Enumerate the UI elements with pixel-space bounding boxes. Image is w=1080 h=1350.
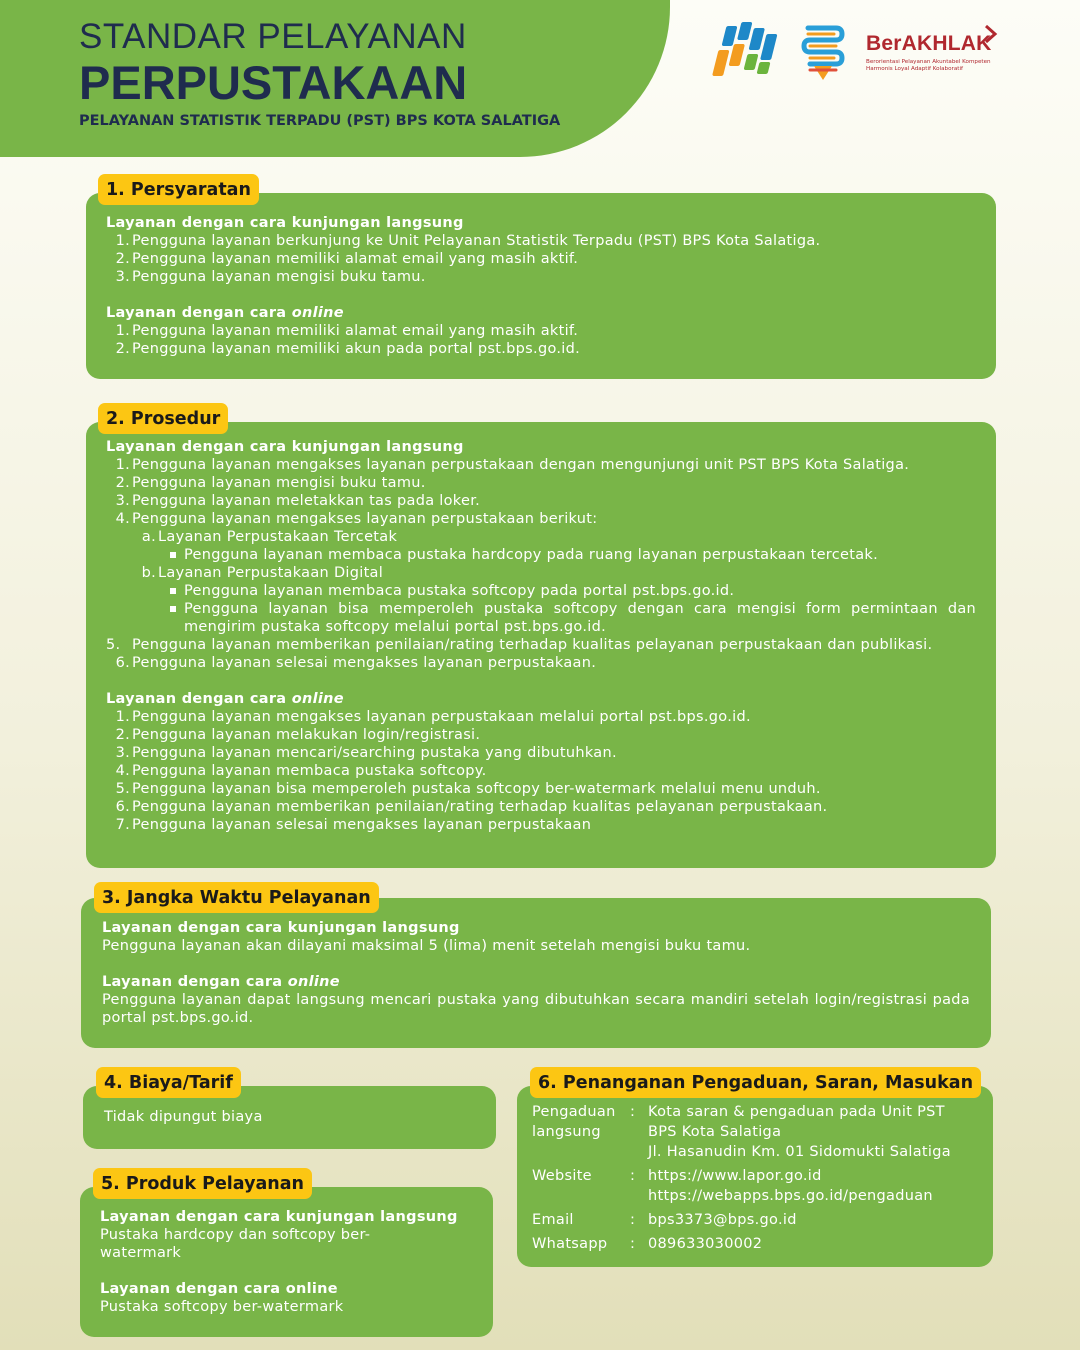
berakhlak-badge-icon [800,22,846,84]
sub-heading: Layanan dengan cara kunjungan langsung [102,920,460,936]
whatsapp-number[interactable]: 089633030002 [648,1236,763,1252]
header-subtitle: PELAYANAN STATISTIK TERPADU (PST) BPS KOTA SALATIGA [79,113,561,129]
list-item: 1. Pengguna layanan berkunjung ke Unit Pelayanan Statistik Terpadu (PST) BPS Kota Salatiga. [115,233,821,249]
list-item: Pengguna layanan bisa memperoleh pustaka softcopy dengan cara mengisi form permintaan dan mengirim pustaka softcopy melalui portal pst.bps.go.id. [106,600,976,636]
paragraph: Pustaka hardcopy dan softcopy ber-watermark [100,1227,371,1261]
bps-logo-icon [708,20,784,82]
website-link-bps[interactable]: https://webapps.bps.go.id/pengaduan [648,1188,933,1204]
list-item: 3. Pengguna layanan meletakkan tas pada loker. [115,493,481,509]
contact-row-email: Email : bps3373@bps.go.id [532,1212,797,1228]
paragraph: Pustaka softcopy ber-watermark [100,1299,344,1315]
logo-group [708,18,1008,88]
section-tag-pengaduan: 6. Penanganan Pengaduan, Saran, Masukan [530,1067,981,1098]
berakhlak-tagline: Berorientasi Pelayanan Akuntabel Kompeten Harmonis Loyal Adaptif Kolaboratif [866,59,991,72]
list-item: b. Layanan Perpustakaan Digital [141,565,384,581]
sub-heading: Layanan dengan cara online [106,305,344,321]
contact-row-pengaduan: Pengaduan : Kota saran & pengaduan pada Unit PST [532,1104,945,1120]
section-tag-jangka-waktu: 3. Jangka Waktu Pelayanan [94,882,379,913]
berakhlak-logo [866,32,1006,73]
card-jangka-waktu [81,898,991,1048]
header-title-main: PERPUSTAKAAN [79,56,468,109]
list-item: Pengguna layanan membaca pustaka softcopy pada portal pst.bps.go.id. [106,582,976,600]
card-prosedur [86,422,996,868]
list-item: 7. Pengguna layanan selesai mengakses layanan perpustakaan [115,817,592,833]
paragraph: Pengguna layanan akan dilayani maksimal 5 (lima) menit setelah mengisi buku tamu. [102,938,751,954]
list-item: 2. Pengguna layanan melakukan login/registrasi. [115,727,481,743]
email-link[interactable]: bps3373@bps.go.id [648,1212,797,1228]
list-item: 5. Pengguna layanan bisa memperoleh pustaka softcopy ber-watermark melalui menu unduh. [115,781,821,797]
sub-heading: Layanan dengan cara online [100,1281,338,1297]
sub-heading: Layanan dengan cara online [102,974,340,990]
list-item: 3. Pengguna layanan mencari/searching pustaka yang dibutuhkan. [115,745,617,761]
section-tag-prosedur: 2. Prosedur [98,403,228,434]
card-persyaratan [86,193,996,379]
list-item: 1. Pengguna layanan mengakses layanan perpustakaan dengan mengunjungi unit PST BPS Kota Salatiga. [115,457,910,473]
list-item: 3. Pengguna layanan mengisi buku tamu. [115,269,426,285]
contact-row-website: Website : https://www.lapor.go.id [532,1168,822,1184]
list-item: 6. Pengguna layanan memberikan penilaian/rating terhadap kualitas pelayanan perpustakaan. [115,799,828,815]
card-pengaduan [517,1086,993,1267]
paragraph: Tidak dipungut biaya [104,1109,263,1125]
section-tag-biaya: 4. Biaya/Tarif [96,1067,241,1098]
card-produk [80,1187,493,1337]
sub-heading: Layanan dengan cara kunjungan langsung [106,215,464,231]
contact-row-whatsapp: Whatsapp : 089633030002 [532,1236,763,1252]
section-tag-produk: 5. Produk Pelayanan [93,1168,312,1199]
chevron-right-icon [984,24,998,44]
section-tag-persyaratan: 1. Persyaratan [98,174,259,205]
sub-heading: Layanan dengan cara kunjungan langsung [106,439,464,455]
sub-heading: Layanan dengan cara online [106,691,344,707]
sub-heading: Layanan dengan cara kunjungan langsung [100,1209,458,1225]
list-item: a. Layanan Perpustakaan Tercetak [141,529,398,545]
berakhlak-title: BerAKHLAK [866,32,992,55]
list-item: 6. Pengguna layanan selesai mengakses layanan perpustakaan. [115,655,597,671]
list-item: 4. Pengguna layanan mengakses layanan perpustakaan berikut: [115,511,598,527]
list-item: 2. Pengguna layanan mengisi buku tamu. [115,475,426,491]
list-item: 1. Pengguna layanan mengakses layanan perpustakaan melalui portal pst.bps.go.id. [115,709,751,725]
list-item: Pengguna layanan membaca pustaka hardcopy pada ruang layanan perpustakaan tercetak. [106,546,976,564]
list-item: 1. Pengguna layanan memiliki alamat email yang masih aktif. [115,323,579,339]
list-item: 2. Pengguna layanan memiliki alamat email yang masih aktif. [115,251,579,267]
list-item: 4. Pengguna layanan membaca pustaka softcopy. [115,763,487,779]
contact-table: Pengaduan : Kota saran & pengaduan pada Unit PST langsung BPS Kota Salatiga Jl. Hasanudin Km. 01 Sidomukti Salatiga Website : https://www.lapor.go.id https://webapps.bps.go.id/pengaduan Email : bps3373@bps.go.id Whatsapp : 089633030002 [532,1103,982,1255]
list-item: 5. Pengguna layanan memberikan penilaian/rating terhadap kualitas pelayanan perpustakaan dan publikasi. [106,637,933,653]
list-item: 2. Pengguna layanan memiliki akun pada portal pst.bps.go.id. [115,341,581,357]
paragraph: Pengguna layanan dapat langsung mencari pustaka yang dibutuhkan secara mandiri setelah login/registrasi pada portal pst.bps.go.id. [102,992,970,1026]
header-title-line1: STANDAR PELAYANAN [79,17,467,56]
website-link-lapor[interactable]: https://www.lapor.go.id [648,1168,822,1184]
